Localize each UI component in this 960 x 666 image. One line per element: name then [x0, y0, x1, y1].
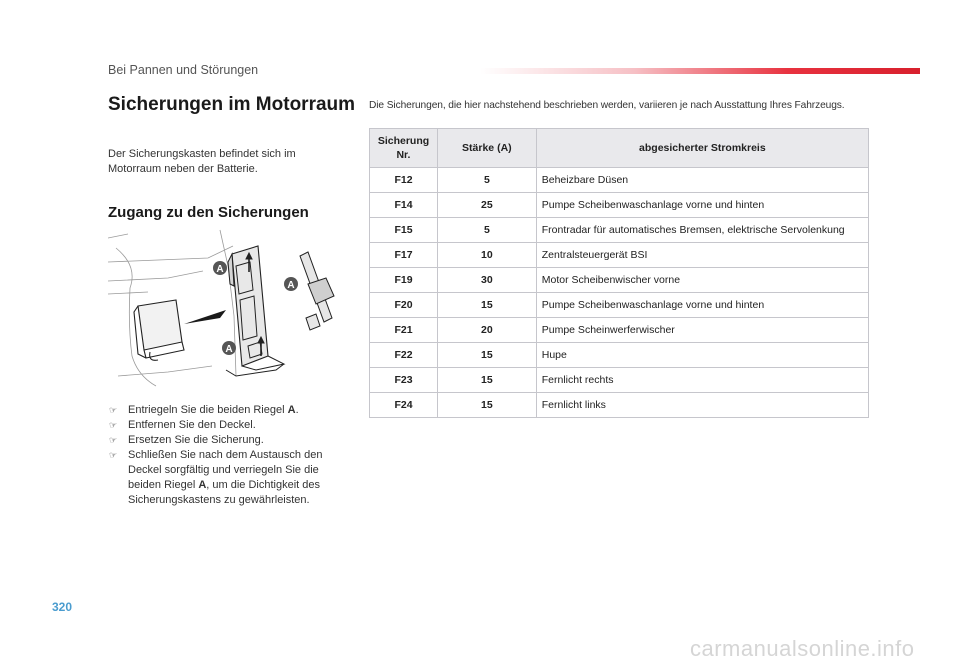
- instruction-step: ☞ Schließen Sie nach dem Austausch den Deckel sorgfältig und verriegeln Sie die beiden Riegel A, um die Dichtigkeit des Sicherungskastens zu gewährleisten.: [109, 449, 323, 506]
- intro-paragraph: Der Sicherungskasten befindet sich im Motorraum neben der Batterie.: [108, 148, 296, 175]
- fuse-circuit: Fernlicht links: [536, 393, 868, 418]
- fuse-id: F20: [370, 293, 438, 318]
- column-header-amperage: Stärke (A): [437, 129, 536, 168]
- latch-label-a: A: [287, 280, 295, 291]
- header-accent-bar: [480, 68, 920, 74]
- fuse-amperage: 15: [437, 343, 536, 368]
- page-title: Sicherungen im Motorraum: [108, 94, 356, 115]
- fuse-amperage: 30: [437, 268, 536, 293]
- fuse-circuit: Zentralsteuergerät BSI: [536, 243, 868, 268]
- fuse-circuit: Fernlicht rechts: [536, 368, 868, 393]
- fuse-id: F17: [370, 243, 438, 268]
- fuse-id: F24: [370, 393, 438, 418]
- fuse-id: F12: [370, 168, 438, 193]
- finger-pointer-icon: ☞: [109, 405, 118, 415]
- fuse-circuit: Pumpe Scheinwerferwischer: [536, 318, 868, 343]
- table-header-row: [370, 129, 869, 168]
- table-row: [370, 243, 869, 268]
- instruction-step: ☞ Entfernen Sie den Deckel.: [109, 419, 256, 431]
- fuse-id: F19: [370, 268, 438, 293]
- table-row: [370, 393, 869, 418]
- instruction-step: ☞ Ersetzen Sie die Sicherung.: [109, 434, 264, 446]
- fuse-circuit: Frontradar für automatisches Bremsen, elektrische Servolenkung: [536, 218, 868, 243]
- table-intro: Die Sicherungen, die hier nachstehend beschrieben werden, variieren je nach Ausstattung Ihres Fahrzeugs.: [369, 100, 845, 111]
- table-row: [370, 293, 869, 318]
- fuse-amperage: 5: [437, 218, 536, 243]
- fuse-table: [369, 128, 869, 418]
- fuse-amperage: 15: [437, 393, 536, 418]
- finger-pointer-icon: ☞: [109, 435, 118, 445]
- fuse-id: F14: [370, 193, 438, 218]
- fuse-amperage: 25: [437, 193, 536, 218]
- fuse-amperage: 15: [437, 293, 536, 318]
- page-number: 320: [52, 600, 73, 614]
- latch-label-a: A: [225, 344, 233, 355]
- section-subtitle: Zugang zu den Sicherungen: [108, 204, 309, 221]
- fuse-box-illustration: [108, 226, 340, 392]
- fuse-amperage: 20: [437, 318, 536, 343]
- instruction-list: [108, 403, 340, 508]
- watermark-link[interactable]: carmanualsonline.info: [690, 636, 915, 661]
- table-row: [370, 193, 869, 218]
- fuse-id: F15: [370, 218, 438, 243]
- table-row: [370, 218, 869, 243]
- fuse-amperage: 5: [437, 168, 536, 193]
- fuse-circuit: Pumpe Scheibenwaschanlage vorne und hinten: [536, 193, 868, 218]
- fuse-circuit: Hupe: [536, 343, 868, 368]
- table-row: [370, 168, 869, 193]
- finger-pointer-icon: ☞: [109, 450, 118, 460]
- fuse-amperage: 10: [437, 243, 536, 268]
- fuse-circuit: Beheizbare Düsen: [536, 168, 868, 193]
- table-row: [370, 368, 869, 393]
- table-row: [370, 268, 869, 293]
- finger-pointer-icon: ☞: [109, 420, 118, 430]
- instruction-step: ☞ Entriegeln Sie die beiden Riegel A.: [109, 404, 299, 416]
- fuse-circuit: Motor Scheibenwischer vorne: [536, 268, 868, 293]
- column-header-fuse: Sicherung Nr.: [370, 129, 438, 168]
- table-row: [370, 318, 869, 343]
- column-header-circuit: abgesicherter Stromkreis: [536, 129, 868, 168]
- table-row: [370, 343, 869, 368]
- fuse-id: F21: [370, 318, 438, 343]
- fuse-circuit: Pumpe Scheibenwaschanlage vorne und hinten: [536, 293, 868, 318]
- latch-label-a: A: [216, 264, 224, 275]
- fuse-id: F23: [370, 368, 438, 393]
- fuse-id: F22: [370, 343, 438, 368]
- fuse-amperage: 15: [437, 368, 536, 393]
- section-header: Bei Pannen und Störungen: [108, 63, 259, 77]
